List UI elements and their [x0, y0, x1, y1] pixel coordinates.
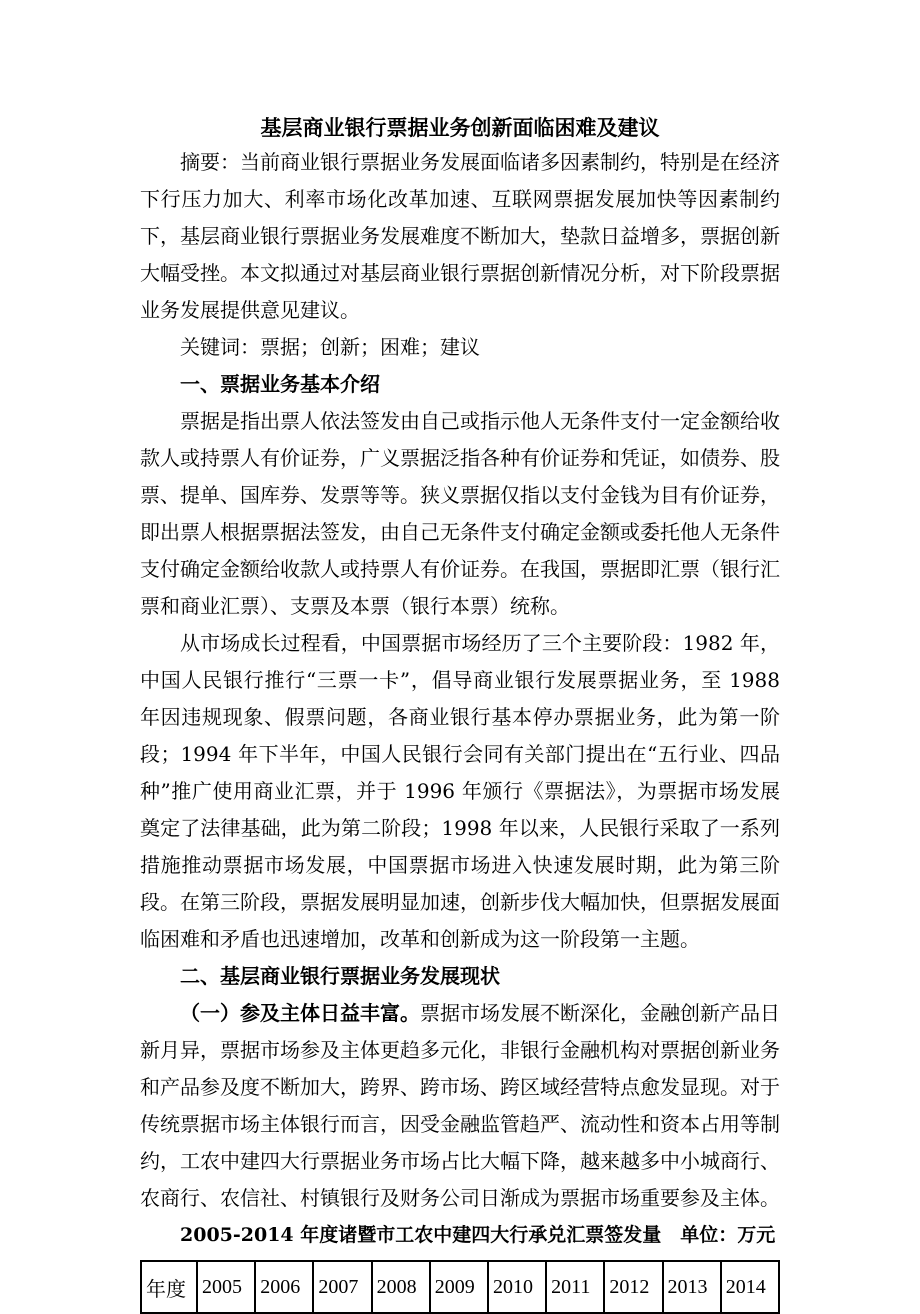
table-year-cell: 2012 — [604, 1261, 662, 1313]
table-year-cell: 2007 — [313, 1261, 371, 1313]
subsection-1-title: （一）参及主体日益丰富。 — [180, 1001, 420, 1025]
table-header-year-label: 年度 — [141, 1261, 197, 1313]
section-2-subsection-1 — [140, 995, 780, 1217]
table-year-cell: 2009 — [430, 1261, 488, 1313]
document-title: 基层商业银行票据业务创新面临困难及建议 — [260, 115, 660, 140]
table-caption: 2005-2014 年度诸暨市工农中建四大行承兑汇票签发量 单位：万元 — [180, 1224, 776, 1246]
section-1-paragraph-2: 从市场成长过程看，中国票据市场经历了三个主要阶段：1982 年，中国人民银行推行“三票一卡”，倡导商业银行发展票据业务，至 1988 年因违规现象、假票问题，各商业银行基本停办票据业务，此为第一阶段；1994 年下半年，中国人民银行会同有关部门提出在“五行业、四品种”推广使用商业汇票，并于 1996 年颁行《票据法》，为票据市场发展奠定了法律基础，此为第二阶段；1998 年以来，人民银行采取了一系列措施推动票据市场发展，中国票据市场进入快速发展时期，此为第三阶段。在第三阶段，票据发展明显加速，创新步伐大幅加快，但票据发展面临困难和矛盾也迅速增加，改革和创新成为这一阶段第一主题。 — [140, 631, 780, 951]
keywords-line: 关键词：票据；创新；困难；建议 — [180, 335, 480, 359]
document-page — [140, 112, 780, 1314]
table-year-cell: 2011 — [546, 1261, 604, 1313]
subsection-1-text: 票据市场发展不断深化，金融创新产品日新月异，票据市场参及主体更趋多元化，非银行金融机构对票据创新业务和产品参及度不断加大，跨界、跨市场、跨区域经营特点愈发显现。对于传统票据市场主体银行而言，因受金融监管趋严、流动性和资本占用等制约，工农中建四大行票据业务市场占比大幅下降，越来越多中小城商行、农商行、农信社、村镇银行及财务公司日渐成为票据市场重要参及主体。 — [140, 1001, 780, 1210]
table-year-cell: 2014 — [721, 1261, 779, 1313]
issuance-table — [140, 1260, 780, 1314]
table-year-cell: 2005 — [197, 1261, 255, 1313]
table-year-cell: 2010 — [488, 1261, 546, 1313]
table-year-cell: 2006 — [255, 1261, 313, 1313]
table-year-cell: 2008 — [372, 1261, 430, 1313]
table-header-row — [141, 1261, 779, 1313]
section-1-paragraph-1: 票据是指出票人依法签发由自己或指示他人无条件支付一定金额给收款人或持票人有价证券，广义票据泛指各种有价证券和凭证，如债券、股票、提单、国库券、发票等等。狭义票据仅指以支付金钱为目有价证券，即出票人根据票据法签发，由自己无条件支付确定金额或委托他人无条件支付确定金额给收款人或持票人有价证券。在我国，票据即汇票（银行汇票和商业汇票）、支票及本票（银行本票）统称。 — [140, 409, 780, 618]
abstract-paragraph: 摘要：当前商业银行票据业务发展面临诸多因素制约，特别是在经济下行压力加大、利率市场化改革加速、互联网票据发展加快等因素制约下，基层商业银行票据业务发展难度不断加大，垫款日益增多，票据创新大幅受挫。本文拟通过对基层商业银行票据创新情况分析，对下阶段票据业务发展提供意见建议。 — [140, 150, 780, 322]
table-year-cell: 2013 — [663, 1261, 721, 1313]
section-1-heading: 一、票据业务基本介绍 — [180, 372, 380, 396]
section-2-heading: 二、基层商业银行票据业务发展现状 — [180, 964, 500, 988]
